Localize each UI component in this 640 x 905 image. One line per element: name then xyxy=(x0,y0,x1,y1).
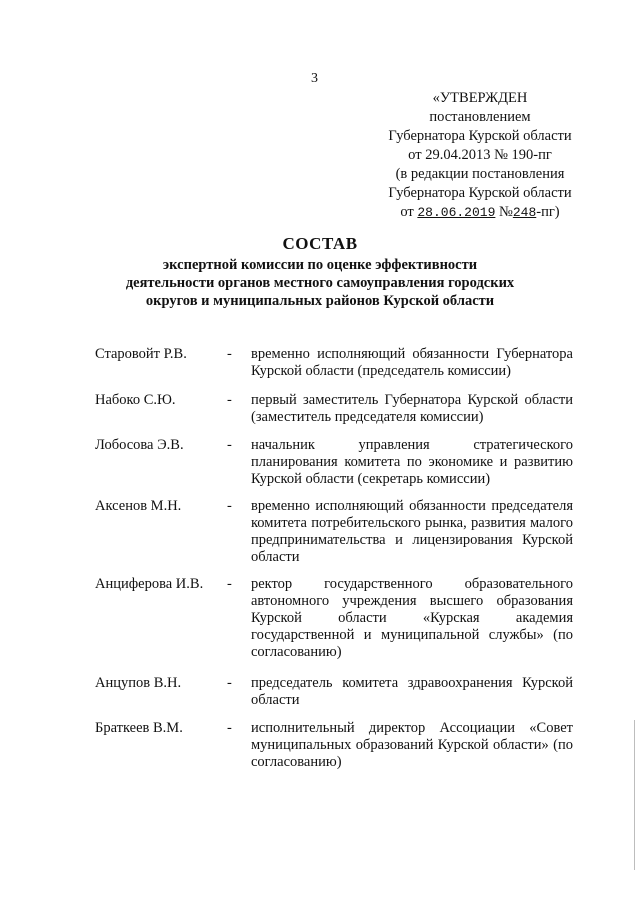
member-name: Аксенов М.Н. xyxy=(95,498,182,514)
approval-number-sign: № xyxy=(499,204,513,220)
member-dash: - xyxy=(227,720,232,736)
member-role: начальник управления стратегического планирования комитета по экономике и развитию Курской области (секретарь комиссии) xyxy=(251,437,573,487)
approval-line: (в редакции постановления xyxy=(395,166,565,182)
approval-line: Губернатора Курской области xyxy=(388,185,572,201)
approval-line: «УТВЕРЖДЕН xyxy=(432,90,528,106)
member-name: Браткеев В.М. xyxy=(95,720,183,736)
approval-line: постановлением xyxy=(429,109,531,125)
approval-line: от 29.04.2013 № 190-пг xyxy=(408,147,552,163)
member-dash: - xyxy=(227,392,232,408)
member-name: Набоко С.Ю. xyxy=(95,392,176,408)
member-name: Анцупов В.Н. xyxy=(95,675,182,691)
approval-line: Губернатора Курской области xyxy=(388,128,572,144)
member-dash: - xyxy=(227,498,232,514)
member-dash: - xyxy=(227,437,232,453)
approval-date-line xyxy=(372,203,588,222)
member-name: Анциферова И.В. xyxy=(95,576,204,592)
document-title: СОСТАВ xyxy=(282,234,358,253)
member-name: Старовойт Р.В. xyxy=(95,346,187,362)
member-role: ректор государственного образовательного автономного учреждения высшего образования Курской области «Курская академия государственной и муниципальной службы» (по согласованию) xyxy=(251,576,573,660)
document-subtitle xyxy=(70,256,570,310)
subtitle-line: экспертной комиссии по оценке эффективности xyxy=(162,257,478,273)
member-name: Лобосова Э.В. xyxy=(95,437,184,453)
subtitle-line: деятельности органов местного самоуправления городских xyxy=(125,275,515,291)
member-role: временно исполняющий обязанности председателя комитета потребительского рынка, развития малого предпринимательства и лицензирования Курской области xyxy=(251,498,573,565)
subtitle-line: округов и муниципальных районов Курской области xyxy=(145,293,495,309)
document-heading xyxy=(70,234,570,310)
scan-edge-mark xyxy=(634,720,635,870)
member-dash: - xyxy=(227,576,232,592)
approval-number: 248 xyxy=(512,205,537,220)
member-dash: - xyxy=(227,675,232,691)
member-role: временно исполняющий обязанности Губернатора Курской области (председатель комиссии) xyxy=(251,346,573,379)
member-role: первый заместитель Губернатора Курской области (заместитель председателя комиссии) xyxy=(251,392,573,425)
approval-date-prefix: от xyxy=(400,204,414,220)
member-role: исполнительный директор Ассоциации «Совет муниципальных образований Курской области» (по согласованию) xyxy=(251,720,573,770)
approval-stamp xyxy=(372,89,588,222)
approval-number-suffix: -пг) xyxy=(536,204,560,220)
member-role: председатель комитета здравоохранения Курской области xyxy=(251,675,573,708)
approval-date: 28.06.2019 xyxy=(417,205,496,220)
member-dash: - xyxy=(227,346,232,362)
page-number: 3 xyxy=(311,71,318,86)
